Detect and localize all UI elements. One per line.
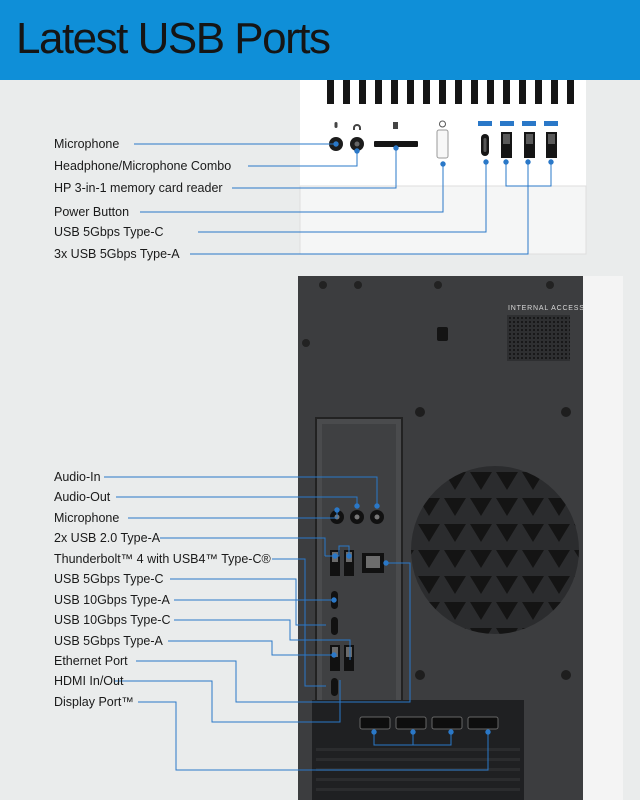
front-usb-c-port: [481, 134, 489, 156]
callout-rear-hdmi: HDMI In/Out: [54, 674, 124, 688]
callout-rear-usb2-type-a: 2x USB 2.0 Type-A: [54, 531, 161, 545]
callout-front-power-button: Power Button: [54, 205, 130, 219]
side-panel: [583, 276, 623, 800]
internal-access-label: INTERNAL ACCESS: [508, 305, 585, 312]
callout-front-usb-a: 3x USB 5Gbps Type-A: [54, 247, 180, 261]
callout-front-usb-c: USB 5Gbps Type-C: [54, 225, 164, 239]
callout-front-microphone: Microphone: [54, 137, 120, 151]
page-title: Latest USB Ports: [16, 14, 330, 63]
callout-rear-usb10-type-c: USB 10Gbps Type-C: [54, 613, 171, 627]
callout-front-card-reader: HP 3-in-1 memory card reader: [54, 181, 223, 195]
rear-ethernet-port: [362, 553, 384, 573]
callout-rear-usb5-type-a: USB 5Gbps Type-A: [54, 634, 163, 648]
callout-rear-ethernet: Ethernet Port: [54, 654, 128, 668]
rear-fan-grille: [411, 466, 579, 634]
lock-slot: [437, 327, 448, 341]
callout-rear-audio-in: Audio-In: [54, 470, 101, 484]
callout-rear-thunderbolt4: Thunderbolt™ 4 with USB4™ Type-C®: [54, 552, 271, 566]
callout-rear-display-port: Display Port™: [54, 695, 134, 709]
callout-front-headphone-combo: Headphone/Microphone Combo: [54, 159, 232, 173]
callout-rear-usb5-type-c: USB 5Gbps Type-C: [54, 572, 164, 586]
callout-rear-audio-out: Audio-Out: [54, 490, 111, 504]
internal-access-grille: [507, 315, 570, 361]
rear-chassis: [298, 276, 623, 800]
callout-rear-microphone: Microphone: [54, 511, 120, 525]
callout-rear-usb10-type-a: USB 10Gbps Type-A: [54, 593, 170, 607]
